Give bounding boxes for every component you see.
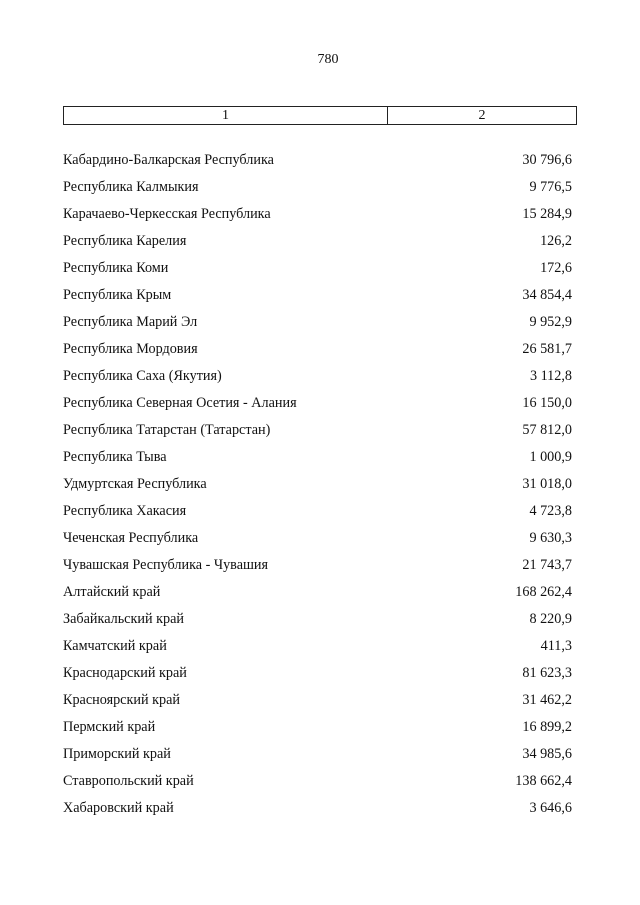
region-value: 138 662,4 [515, 773, 572, 789]
table-header [63, 106, 577, 125]
region-value: 34 854,4 [522, 287, 572, 303]
region-name: Республика Крым [63, 287, 172, 303]
table-row [63, 687, 572, 714]
table-row [63, 498, 572, 525]
region-value: 3 112,8 [529, 368, 572, 384]
region-name: Карачаево-Черкесская Республика [63, 206, 271, 222]
table-body [63, 147, 572, 822]
region-name: Ставропольский край [63, 773, 194, 789]
region-value: 26 581,7 [522, 341, 572, 357]
region-value: 81 623,3 [522, 665, 572, 681]
table-row [63, 390, 572, 417]
table-row [63, 228, 572, 255]
region-name: Республика Калмыкия [63, 179, 199, 195]
region-value: 172,6 [540, 260, 572, 276]
region-name: Республика Марий Эл [63, 314, 198, 330]
region-name: Краснодарский край [63, 665, 187, 681]
table-row [63, 579, 572, 606]
region-name: Республика Мордовия [63, 341, 198, 357]
page-number: 780 [317, 52, 339, 67]
header-column-2: 2 [478, 107, 486, 123]
region-value: 15 284,9 [522, 206, 572, 222]
region-value: 34 985,6 [522, 746, 572, 762]
table-row [63, 336, 572, 363]
region-value: 4 723,8 [529, 503, 572, 519]
region-name: Чувашская Республика - Чувашия [63, 557, 269, 573]
region-name: Камчатский край [63, 638, 167, 654]
region-value: 9 776,5 [529, 179, 572, 195]
region-name: Приморский край [63, 746, 171, 762]
region-value: 21 743,7 [522, 557, 572, 573]
table-row [63, 633, 572, 660]
region-value: 9 630,3 [529, 530, 572, 546]
table-row [63, 741, 572, 768]
header-column-1: 1 [64, 107, 388, 124]
table-row [63, 147, 572, 174]
region-name: Республика Хакасия [63, 503, 187, 519]
region-name: Красноярский край [63, 692, 180, 708]
region-value: 16 899,2 [522, 719, 572, 735]
table-row [63, 768, 572, 795]
region-name: Удмуртская Республика [63, 476, 207, 492]
table-row [63, 309, 572, 336]
table-row [63, 417, 572, 444]
region-name: Республика Карелия [63, 233, 187, 249]
region-name: Республика Саха (Якутия) [63, 368, 222, 384]
table-row [63, 471, 572, 498]
table-row [63, 660, 572, 687]
region-name: Республика Тыва [63, 449, 167, 465]
region-name: Республика Татарстан (Татарстан) [63, 422, 271, 438]
region-value: 9 952,9 [529, 314, 572, 330]
region-value: 31 462,2 [522, 692, 572, 708]
region-value: 411,3 [540, 638, 572, 654]
table-row [63, 444, 572, 471]
region-value: 31 018,0 [522, 476, 572, 492]
region-value: 57 812,0 [522, 422, 572, 438]
table-row [63, 255, 572, 282]
region-name: Республика Северная Осетия - Алания [63, 395, 297, 411]
region-value: 1 000,9 [529, 449, 572, 465]
table-row [63, 282, 572, 309]
table-row [63, 714, 572, 741]
table-row [63, 525, 572, 552]
table-row [63, 363, 572, 390]
region-value: 3 646,6 [529, 800, 572, 816]
table-row [63, 552, 572, 579]
region-value: 30 796,6 [522, 152, 572, 168]
region-name: Алтайский край [63, 584, 161, 600]
region-name: Забайкальский край [63, 611, 184, 627]
region-name: Пермский край [63, 719, 156, 735]
table-row [63, 174, 572, 201]
region-name: Чеченская Республика [63, 530, 199, 546]
region-value: 16 150,0 [522, 395, 572, 411]
table-row [63, 201, 572, 228]
region-name: Кабардино-Балкарская Республика [63, 152, 274, 168]
region-value: 168 262,4 [515, 584, 572, 600]
table-row [63, 606, 572, 633]
table-row [63, 795, 572, 822]
region-name: Республика Коми [63, 260, 169, 276]
region-name: Хабаровский край [63, 800, 174, 816]
region-value: 8 220,9 [529, 611, 572, 627]
region-value: 126,2 [540, 233, 572, 249]
